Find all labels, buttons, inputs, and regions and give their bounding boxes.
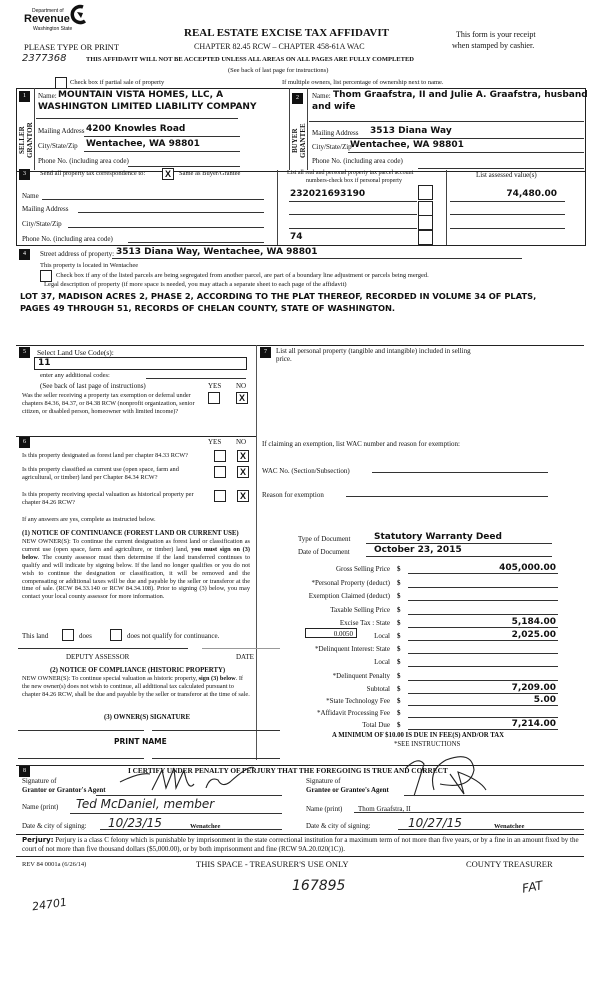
- section-3-number: 3: [19, 169, 30, 180]
- section-1-number: 1: [19, 91, 30, 102]
- tax-row-underline: [408, 693, 558, 694]
- notice1-text-b: . The county assessor must then determine if the land transferred continues to qualify and will indicate by signing below. If the land no longer qualifies or you do not wish to continue the designation or classification, it will be removed and the compensating or additional taxes will be due and payable by the seller or transferor at the time of sale. (RCW 84.33.140 or RCW 84.34.108). Prior to signing (3) below, you may contact your local county assessor for more information.: [22, 553, 250, 601]
- currency-symbol: $: [397, 579, 401, 587]
- section-6-number: 6: [19, 437, 30, 448]
- s1-city-label: City/State/Zip: [38, 142, 78, 150]
- tax-row-underline: [408, 666, 558, 667]
- grantor-name-value[interactable]: Ted McDaniel, member: [76, 797, 215, 811]
- land-use-code-field[interactable]: [34, 357, 247, 370]
- does-not-label: does not qualify for continuance.: [127, 632, 220, 640]
- handwritten-stamp-1: 24701: [31, 895, 68, 914]
- land-use-code-value: 11: [38, 358, 51, 368]
- form-chapter: CHAPTER 82.45 RCW – CHAPTER 458-61A WAC: [194, 42, 365, 51]
- tax-row-label: Total Due: [362, 721, 390, 729]
- owner-signature-line-2[interactable]: [152, 730, 280, 731]
- parcel-header-2: numbers-check box if personal property: [306, 178, 402, 184]
- s5-no-checkbox[interactable]: X: [236, 392, 248, 404]
- grantor-name-label: Name (print): [22, 803, 59, 811]
- seller-name-line1[interactable]: MOUNTAIN VISTA HOMES, LLC, A: [58, 90, 224, 100]
- send-correspondence-label: Send all property tax correspondence to:: [40, 170, 146, 177]
- tax-row-label: Taxable Selling Price: [330, 606, 390, 614]
- currency-symbol: $: [397, 672, 401, 680]
- s6-no-header: NO: [236, 438, 247, 446]
- date-of-document-value[interactable]: October 23, 2015: [374, 545, 462, 555]
- tax-row-underline: [408, 640, 558, 641]
- local-rate-field[interactable]: [305, 628, 357, 638]
- personal-property-label: List all personal property (tangible and intangible) included in selling price.: [276, 347, 471, 364]
- grantee-name-label: Name (print): [306, 805, 343, 813]
- perjury-text: Perjury is a class C felony which is punishable by imprisonment in the state correctional institution for a maximum term of not more than five years, or by a fine in an amount fixed by the court of not more than five thousand dollars ($5,000.00), or by both imprisonment and fine (RCW 9A.20.020(1C)).: [22, 836, 579, 853]
- legal-description-line1[interactable]: LOT 37, MADISON ACRES 2, PHASE 2, ACCORDING TO THE PLAT THEREOF, RECORDED IN VOLUME 34 OF PLATS,: [20, 291, 537, 301]
- located-in-text: This property is located in Wentachee: [40, 262, 139, 269]
- s6-yes-checkbox[interactable]: [214, 450, 226, 462]
- tax-row-value[interactable]: 405,000.00: [499, 563, 556, 573]
- s5-yes-header: YES: [208, 382, 222, 390]
- section-4-number: 4: [19, 249, 30, 260]
- see-instructions: *SEE INSTRUCTIONS: [394, 741, 461, 748]
- tax-row-underline: [408, 627, 558, 628]
- tax-row-underline: [408, 573, 558, 574]
- seller-mailing-address[interactable]: 4200 Knowles Road: [86, 124, 186, 134]
- s6-no-checkbox[interactable]: X: [237, 490, 249, 502]
- wac-label: WAC No. (Section/Subsection): [262, 467, 350, 475]
- s6-no-checkbox[interactable]: X: [237, 466, 249, 478]
- logo-dept-text: Department of: [32, 8, 64, 14]
- tax-row-label: Excise Tax : State: [339, 619, 390, 627]
- s6-question-text: Is this property receiving special valuation as historical property per chapter 84.26 RCW?: [22, 491, 194, 507]
- currency-symbol: $: [397, 606, 401, 614]
- date-of-document-label: Date of Document: [298, 548, 350, 556]
- s5-yes-checkbox[interactable]: [208, 392, 220, 404]
- segregated-label: Check box if any of the listed parcels are being segregated from another parcel, are part of a boundary line adjustment or parcels being merged.: [56, 272, 429, 279]
- grantor-sig-label-2: Grantor or Grantor's Agent: [22, 786, 106, 794]
- section-8-number: 8: [19, 766, 30, 777]
- seller-city-state-zip[interactable]: Wentachee, WA 98801: [86, 139, 200, 149]
- grantee-date-value[interactable]: 10/27/15: [408, 816, 462, 830]
- currency-symbol: $: [397, 565, 401, 573]
- currency-symbol: $: [397, 592, 401, 600]
- grantor-signature[interactable]: [110, 762, 260, 796]
- land-does-checkbox[interactable]: [62, 629, 74, 641]
- tax-row-label: *Affidavit Processing Fee: [317, 709, 390, 717]
- grantee-sig-label-1: Signature of: [306, 777, 341, 785]
- this-land-label: This land: [22, 632, 49, 640]
- s3-mailing-label: Mailing Address: [22, 205, 69, 213]
- tax-row-underline: [408, 705, 558, 706]
- tax-row-label: *State Technology Fee: [326, 697, 390, 705]
- s5-question: Was the seller receiving a property tax exemption or deferral under chapters 84.36, 84.37, or 84.38 RCW (nonprofit organization, senior citizen, or disabled person, homeowner with limited income)?: [22, 392, 195, 415]
- see-back-text: (See back of last page for instructions): [228, 67, 329, 74]
- tax-row-label: *Delinquent Penalty: [332, 672, 390, 680]
- partial-sale-label: Check box if partial sale of property: [70, 79, 165, 86]
- tax-row-underline: [408, 729, 558, 730]
- grantor-date-value[interactable]: 10/23/15: [108, 816, 162, 830]
- handwritten-number: 2377368: [22, 53, 67, 64]
- type-of-document-label: Type of Document: [298, 535, 351, 543]
- s5-see-back: (See back of last page of instructions): [40, 382, 146, 390]
- minimum-note: A MINIMUM OF $10.00 IS DUE IN FEE(S) AND/OR TAX: [332, 732, 505, 739]
- wac-input[interactable]: [372, 472, 548, 473]
- s2-city-label: City/State/Zip: [312, 143, 352, 151]
- perjury-bold: Perjury:: [22, 836, 54, 844]
- s6-question-text: Is this property classified as current use (open space, farm and agricultural, or timber) land per Chapter 84.34 RCW?: [22, 466, 179, 482]
- s3-name-label: Name: [22, 192, 39, 200]
- seller-phone-field[interactable]: [128, 158, 240, 167]
- s5-no-header: NO: [236, 382, 247, 390]
- grantee-sig-label-2: Grantee or Grantee's Agent: [306, 786, 389, 794]
- section-2-number: 2: [292, 93, 303, 104]
- does-label: does: [79, 632, 92, 640]
- parcel-number[interactable]: 232021693190: [290, 189, 366, 199]
- s1-mailing-label: Mailing Address: [38, 127, 85, 135]
- parcel-number[interactable]: 74: [290, 232, 303, 242]
- s6-question-text: Is this property designated as forest land per chapter 84.33 RCW?: [22, 452, 188, 459]
- deputy-assessor-signature-line[interactable]: [18, 648, 188, 649]
- owner-signature-line-1[interactable]: [18, 730, 144, 731]
- perjury-statement: [22, 836, 584, 854]
- tax-row-label: Gross Selling Price: [335, 565, 390, 573]
- currency-symbol: $: [397, 709, 401, 717]
- logo-swoosh-icon: [69, 4, 89, 26]
- tax-row-underline: [408, 614, 558, 615]
- notice2-text-b: . If the new owner(s) does not wish to continue, all additional tax calculated pursuant to chapter 84.26 RCW, shall be due and payable by the seller or transferor at the time of sale.: [22, 675, 250, 698]
- local-rate-value: 0.0050: [333, 630, 353, 638]
- s3-city-label: City/State/Zip: [22, 220, 62, 228]
- personal-property-checkbox[interactable]: [418, 201, 433, 216]
- section-7-number: 7: [260, 347, 271, 358]
- personal-property-checkbox[interactable]: [418, 215, 433, 230]
- warning-text: THIS AFFIDAVIT WILL NOT BE ACCEPTED UNLESS ALL AREAS ON ALL PAGES ARE FULLY COMPLETED: [86, 56, 414, 63]
- tax-row-label: Local: [374, 632, 390, 640]
- if-yes-instruction: If any answers are yes, complete as instructed below.: [22, 516, 156, 523]
- tax-row-value[interactable]: 7,209.00: [511, 683, 556, 693]
- s6-yes-checkbox[interactable]: [214, 466, 226, 478]
- grantee-signature[interactable]: [400, 750, 500, 798]
- reason-input[interactable]: [346, 496, 548, 497]
- owner-signature-label: (3) OWNER(S) SIGNATURE: [104, 714, 190, 721]
- assessor-date-line[interactable]: [202, 648, 280, 649]
- notice2-text: [22, 675, 250, 699]
- assessed-header: List assessed value(s): [476, 171, 537, 179]
- notice1-title: (1) NOTICE OF CONTINUANCE (FOREST LAND OR CURRENT USE): [22, 530, 239, 537]
- currency-symbol: $: [397, 632, 401, 640]
- currency-symbol: $: [397, 619, 401, 627]
- print-name-line-2[interactable]: [152, 758, 280, 759]
- tax-row-label: Local: [374, 658, 390, 666]
- notice2-bold: sign (3) below: [198, 675, 236, 682]
- buyer-mailing-address[interactable]: 3513 Diana Way: [370, 126, 452, 136]
- currency-symbol: $: [397, 658, 401, 666]
- personal-property-checkbox[interactable]: [418, 185, 433, 200]
- parcel-header-1: List all real and personal property tax parcel account: [287, 170, 414, 176]
- logo-state-text: Washington State: [33, 26, 73, 32]
- buyer-name-line1[interactable]: Thom Graafstra, II and Julie A. Graafstra, husband: [333, 90, 588, 100]
- print-name-line-1[interactable]: [18, 758, 144, 759]
- street-address-label: Street address of property:: [40, 250, 115, 258]
- tax-row-underline: [408, 653, 558, 654]
- tax-row-label: *Delinquent Interest: State: [314, 645, 390, 653]
- rev-number: REV 84 0001a (6/26/14): [22, 861, 87, 868]
- tax-row-value[interactable]: 5,184.00: [511, 617, 556, 627]
- tax-row-underline: [408, 600, 558, 601]
- buyer-city-state-zip[interactable]: Wentachee, WA 98801: [350, 140, 464, 150]
- seller-name-line2[interactable]: WASHINGTON LIMITED LIABILITY COMPANY: [38, 102, 257, 112]
- exemption-label: If claiming an exemption, list WAC number and reason for exemption:: [262, 440, 460, 448]
- tax-row-value[interactable]: 7,214.00: [511, 719, 556, 729]
- s2-mailing-label: Mailing Address: [312, 129, 359, 137]
- deputy-assessor-label: DEPUTY ASSESSOR: [66, 653, 130, 661]
- grantor-date-label: Date & city of signing:: [22, 822, 87, 830]
- receipt-note-2: when stamped by cashier.: [452, 41, 535, 50]
- s2-name-label: Name:: [312, 92, 331, 100]
- s1-name-label: Name:: [38, 92, 57, 100]
- tax-row-label: Exemption Claimed (deduct): [308, 592, 390, 600]
- s2-phone-label: Phone No. (including area code): [312, 157, 403, 165]
- buyer-phone-field[interactable]: [418, 160, 584, 169]
- dor-logo: [24, 6, 84, 34]
- tax-row-underline: [408, 680, 558, 681]
- notice1-bold: you must sign on (3) below: [22, 545, 251, 561]
- grantor-label: GRANTOR: [26, 122, 34, 158]
- currency-symbol: $: [397, 685, 401, 693]
- same-as-buyer-label: Same as Buyer/Grantee: [179, 170, 241, 177]
- reason-label: Reason for exemption: [262, 491, 324, 499]
- treasurer-space-label: THIS SPACE - TREASURER'S USE ONLY: [196, 859, 349, 869]
- assessed-value[interactable]: 74,480.00: [506, 189, 557, 199]
- notice2-title: (2) NOTICE OF COMPLIANCE (HISTORIC PROPERTY): [50, 667, 226, 674]
- seller-label: SELLER: [18, 126, 26, 154]
- tax-row-underline: [408, 717, 558, 718]
- buyer-name-line2[interactable]: and wife: [312, 102, 356, 112]
- notice1-text-a: NEW OWNER(S): To continue the current designation as forest land or classification as current use (open space, farm and agriculture, or timber) land,: [22, 538, 250, 553]
- s3-phone-label: Phone No. (including area code): [22, 235, 113, 243]
- buyer-grantee-label: [291, 118, 307, 164]
- tax-row-underline: [408, 587, 558, 588]
- legal-description-label: Legal description of property (if more space is needed, you may attach a separate sheet to each page of the affidavit): [44, 281, 347, 288]
- same-as-buyer-checkbox[interactable]: X: [162, 168, 174, 180]
- s6-no-checkbox[interactable]: X: [237, 450, 249, 462]
- grantee-city-value[interactable]: Wenatchee: [494, 823, 525, 830]
- currency-symbol: $: [397, 645, 401, 653]
- buyer-label: BUYER: [291, 128, 299, 154]
- s1-phone-label: Phone No. (including area code): [38, 157, 129, 165]
- grantee-label: GRANTEE: [299, 123, 307, 159]
- tax-row-label: *Personal Property (deduct): [311, 579, 390, 587]
- s6-yes-checkbox[interactable]: [214, 490, 226, 502]
- land-use-label: Select Land Use Code(s):: [37, 348, 114, 357]
- assessor-date-label: DATE: [236, 653, 254, 661]
- grantee-name-value[interactable]: Thom Graafstra, II: [358, 805, 411, 813]
- currency-symbol: $: [397, 697, 401, 705]
- tax-row-value[interactable]: 5.00: [533, 695, 556, 705]
- additional-codes-label: enter any additional codes:: [40, 372, 110, 379]
- s6-yes-header: YES: [208, 438, 222, 446]
- type-of-document-value[interactable]: Statutory Warranty Deed: [374, 532, 502, 542]
- receipt-note-1: This form is your receipt: [456, 30, 536, 39]
- land-does-not-checkbox[interactable]: [110, 629, 122, 641]
- grantor-sig-label-1: Signature of: [22, 777, 57, 785]
- notice2-text-a: NEW OWNER(S): To continue special valuation as historic property,: [22, 675, 198, 682]
- section-5-number: 5: [19, 347, 30, 358]
- handwritten-stamp-2: 167895: [292, 878, 346, 894]
- tax-row-label: Subtotal: [366, 685, 390, 693]
- grantee-date-label: Date & city of signing:: [306, 822, 371, 830]
- logo-name-text: Revenue: [24, 13, 70, 25]
- certify-statement: I CERTIFY UNDER PENALTY OF PERJURY THAT THE FOREGOING IS TRUE AND CORRECT: [128, 766, 448, 775]
- tax-row-value[interactable]: 2,025.00: [511, 630, 556, 640]
- handwritten-initials: FAT: [520, 878, 544, 896]
- print-name-label: PRINT NAME: [114, 737, 167, 746]
- currency-symbol: $: [397, 721, 401, 729]
- personal-property-checkbox[interactable]: [418, 230, 433, 245]
- grantor-city-value[interactable]: Wenatchee: [190, 823, 221, 830]
- street-address-value[interactable]: 3513 Diana Way, Wentachee, WA 98801: [116, 247, 318, 257]
- please-type-text: PLEASE TYPE OR PRINT: [24, 42, 120, 52]
- county-treasurer-label: COUNTY TREASURER: [466, 859, 553, 869]
- notice1-text: [22, 538, 250, 601]
- multiple-owners-note: If multiple owners, list percentage of ownership next to name.: [282, 79, 444, 86]
- legal-description-line2[interactable]: PAGES 49 THROUGH 51, RECORDS OF CHELAN COUNTY, STATE OF WASHINGTON.: [20, 303, 396, 313]
- form-title: REAL ESTATE EXCISE TAX AFFIDAVIT: [184, 27, 389, 39]
- seller-grantor-label: [18, 115, 34, 165]
